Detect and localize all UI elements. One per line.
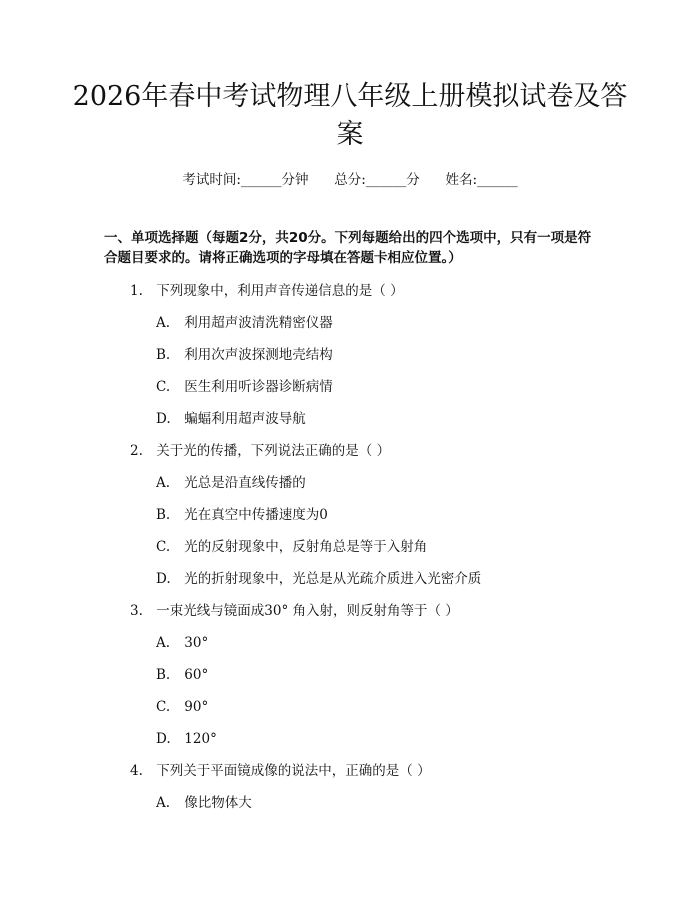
option-letter: A. — [156, 315, 171, 331]
question-3 — [130, 601, 459, 621]
page-title: 2026年春中考试物理八年级上册模拟试卷及答案 — [72, 81, 628, 150]
option-text: 利用超声波清洗精密仪器 — [184, 315, 333, 331]
time-unit: 分钟 — [281, 172, 309, 188]
option-letter: C. — [156, 699, 171, 715]
option-letter: D. — [156, 411, 171, 427]
time-blank: ______ — [240, 172, 282, 188]
question-4 — [130, 761, 431, 781]
question-2 — [130, 441, 390, 461]
question-text: 下列现象中，利用声音传递信息的是（ ） — [156, 283, 404, 299]
option-3a — [156, 633, 208, 653]
option-4a — [156, 793, 252, 813]
question-number: 3. — [130, 603, 143, 619]
exam-info-line — [0, 168, 700, 188]
question-number: 4. — [130, 763, 143, 779]
time-label: 考试时间: — [182, 172, 241, 188]
option-letter: B. — [156, 347, 171, 363]
option-1b — [156, 345, 333, 365]
question-text: 下列关于平面镜成像的说法中，正确的是（ ） — [156, 763, 431, 779]
name-label: 姓名: — [445, 172, 478, 188]
option-text: 120° — [184, 731, 217, 747]
score-unit: 分 — [406, 172, 420, 188]
option-2c — [156, 537, 427, 557]
option-2a — [156, 473, 306, 493]
option-text: 光在真空中传播速度为0 — [184, 507, 328, 523]
section-heading: 一、单项选择题（每题2分，共20分。下列每题给出的四个选项中，只有一项是符合题目要求的。请将正确选项的字母填在答题卡相应位置。） — [104, 230, 592, 266]
score-blank: ______ — [365, 172, 407, 188]
option-text: 蝙蝠利用超声波导航 — [184, 411, 306, 427]
option-letter: C. — [156, 379, 171, 395]
option-text: 像比物体大 — [184, 795, 252, 811]
question-number: 2. — [130, 443, 143, 459]
option-text: 光的反射现象中，反射角总是等于入射角 — [184, 539, 428, 555]
option-text: 利用次声波探测地壳结构 — [184, 347, 333, 363]
option-text: 30° — [184, 635, 209, 651]
score-label: 总分: — [334, 172, 366, 188]
option-2b — [156, 505, 328, 525]
option-3c — [156, 697, 208, 717]
name-blank: ______ — [477, 172, 518, 188]
option-2d — [156, 569, 481, 589]
option-letter: A. — [156, 475, 171, 491]
question-1 — [130, 281, 404, 301]
option-letter: C. — [156, 539, 171, 555]
question-text: 关于光的传播，下列说法正确的是（ ） — [156, 443, 391, 459]
option-letter: B. — [156, 667, 171, 683]
option-3d — [156, 729, 217, 749]
option-1d — [156, 409, 306, 429]
option-1c — [156, 377, 333, 397]
option-text: 60° — [184, 667, 209, 683]
option-letter: D. — [156, 571, 171, 587]
option-letter: A. — [156, 635, 171, 651]
option-text: 光的折射现象中，光总是从光疏介质进入光密介质 — [184, 571, 482, 587]
question-text: 一束光线与镜面成30° 角入射，则反射角等于（ ） — [156, 603, 459, 619]
option-letter: B. — [156, 507, 171, 523]
option-text: 90° — [184, 699, 209, 715]
option-letter: A. — [156, 795, 171, 811]
option-letter: D. — [156, 731, 171, 747]
option-1a — [156, 313, 333, 333]
option-text: 医生利用听诊器诊断病情 — [184, 379, 333, 395]
question-number: 1. — [130, 283, 143, 299]
option-text: 光总是沿直线传播的 — [184, 475, 306, 491]
option-3b — [156, 665, 208, 685]
